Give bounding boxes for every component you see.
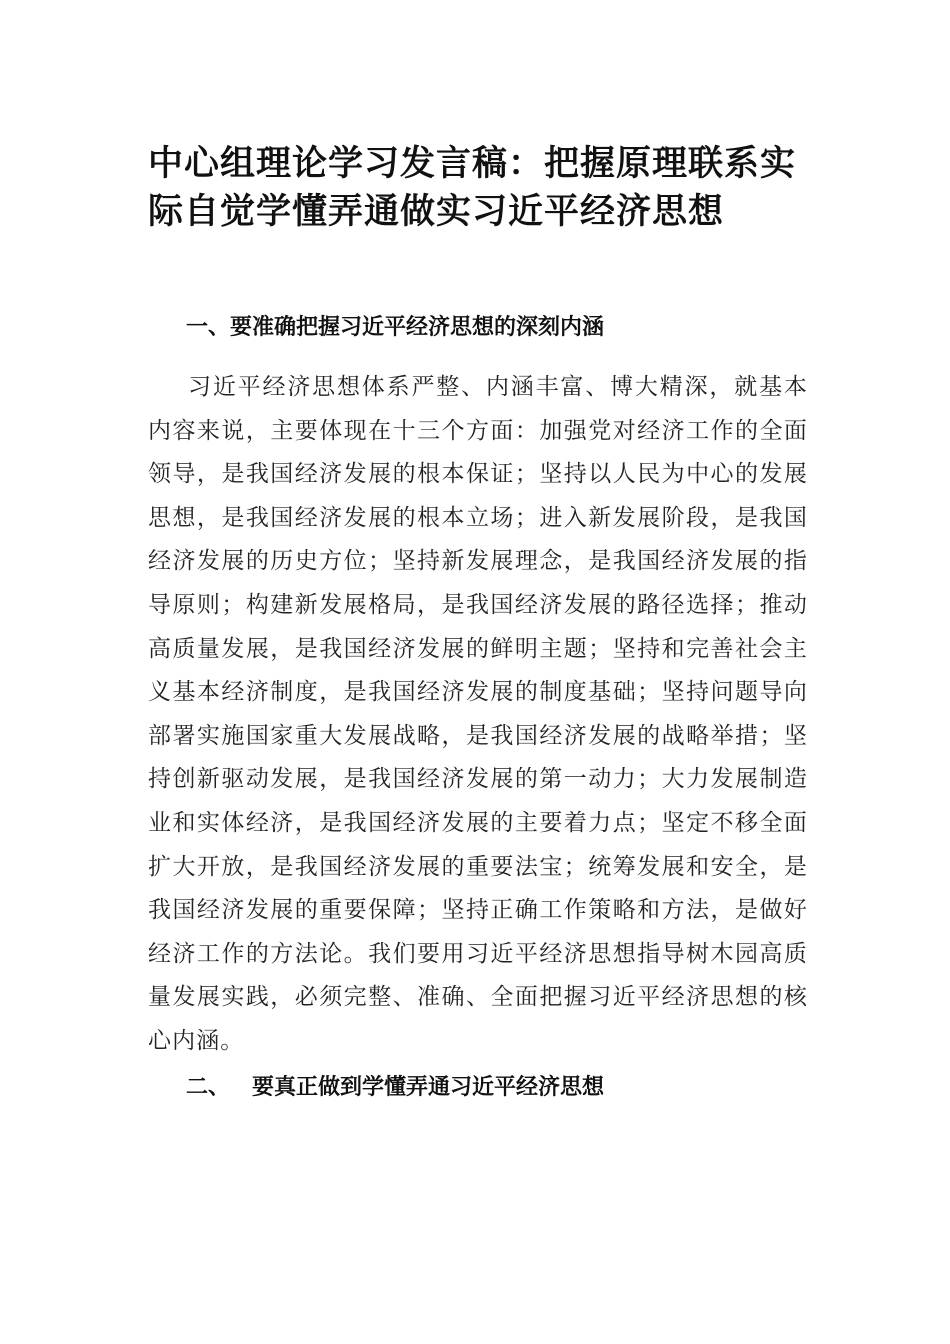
section-2-heading-text: 要真正做到学懂弄通习近平经济思想 bbox=[252, 1075, 605, 1100]
section-2-heading bbox=[186, 1073, 604, 1103]
section-2-number: 二、 bbox=[186, 1075, 231, 1100]
section-1-heading: 一、要准确把握习近平经济思想的深刻内涵 bbox=[186, 315, 605, 340]
document-title: 中心组理论学习发言稿：把握原理联系实际自觉学懂弄通做实习近平经济思想 bbox=[148, 144, 797, 232]
section-1-paragraph: 习近平经济思想体系严整、内涵丰富、博大精深，就基本内容来说，主要体现在十三个方面：加强党对经济工作的全面领导，是我国经济发展的根本保证；坚持以人民为中心的发展思想，是我国经济发展的根本立场；进入新发展阶段，是我国经济发展的历史方位；坚持新发展理念，是我国经济发展的指导原则；构建新发展格局，是我国经济发展的路径选择；推动高质量发展，是我国经济发展的鲜明主题；坚持和完善社会主义基本经济制度，是我国经济发展的制度基础；坚持问题导向部署实施国家重大发展战略，是我国经济发展的战略举措；坚持创新驱动发展，是我国经济发展的第一动力；大力发展制造业和实体经济，是我国经济发展的主要着力点；坚定不移全面扩大开放，是我国经济发展的重要法宝；统筹发展和安全，是我国经济发展的重要保障；坚持正确工作策略和方法，是做好经济工作的方法论。我们要用习近平经济思想指导树木园高质量发展实践，必须完整、准确、全面把握习近平经济思想的核心内涵。 bbox=[148, 374, 808, 1054]
